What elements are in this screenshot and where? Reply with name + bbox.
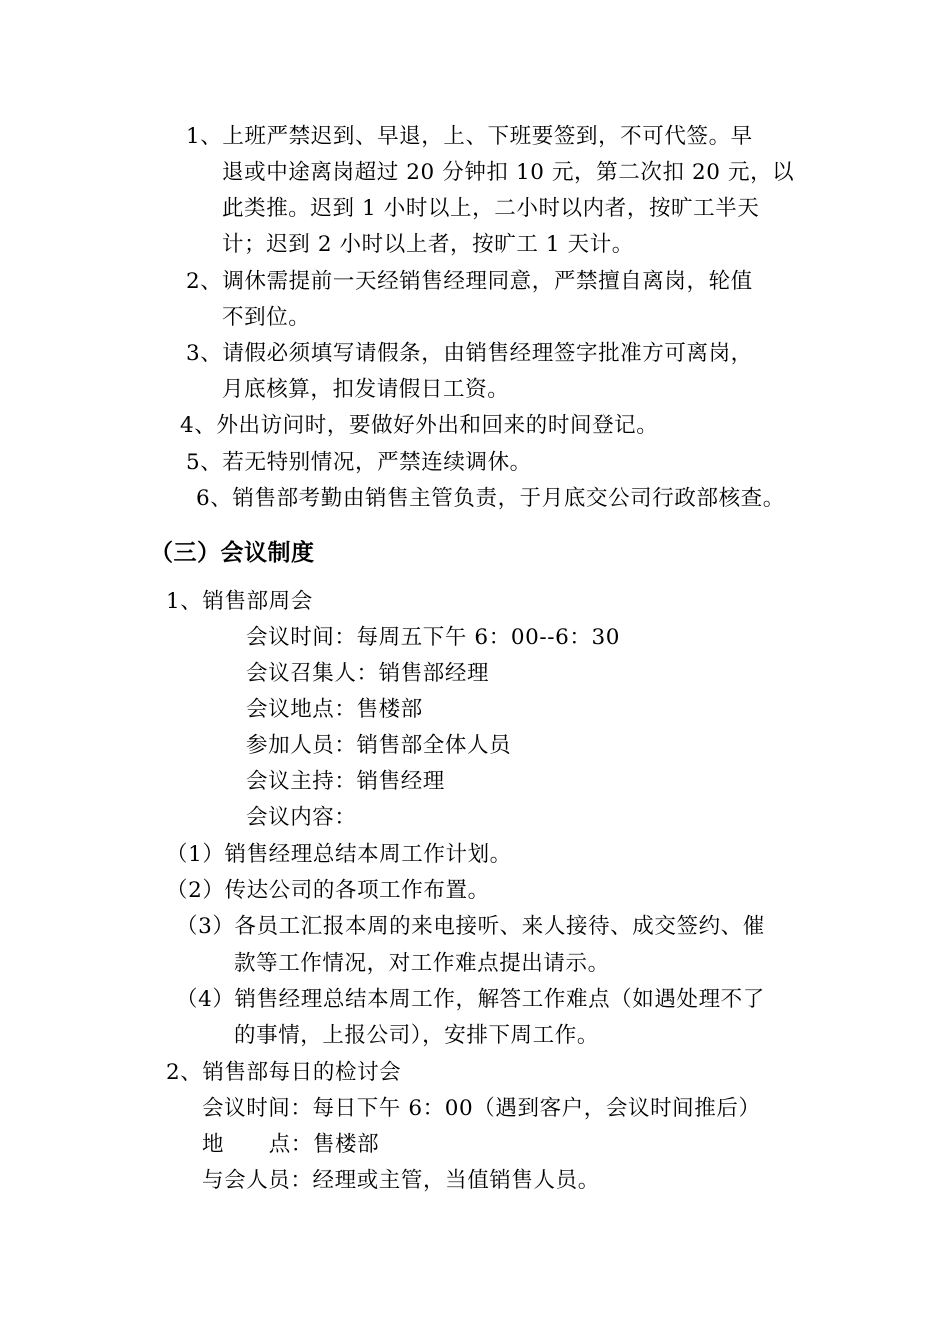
rule-5: 5、若无特别情况，严禁连续调休。 <box>186 450 532 475</box>
weekly-meeting-title: 1、销售部周会 <box>166 589 313 614</box>
weekly-meeting-host: 会议主持：销售经理 <box>246 769 445 794</box>
daily-meeting-title: 2、销售部每日的检讨会 <box>166 1060 402 1085</box>
weekly-meeting-time: 会议时间：每周五下午 6：00--6：30 <box>246 625 621 650</box>
weekly-content-4-line-2: 的事情，上报公司），安排下周工作。 <box>234 1023 599 1048</box>
weekly-content-2: （2）传达公司的各项工作布置。 <box>166 878 490 903</box>
weekly-content-3-line-2: 款等工作情况，对工作难点提出请示。 <box>234 951 610 976</box>
daily-meeting-attendees: 与会人员：经理或主管，当值销售人员。 <box>202 1168 600 1193</box>
daily-meeting-location: 地 点：售楼部 <box>202 1132 380 1157</box>
daily-meeting-time: 会议时间：每日下午 6：00（遇到客户，会议时间推后） <box>202 1096 761 1121</box>
rule-2-line-2: 不到位。 <box>222 305 311 330</box>
rule-4: 4、外出访问时，要做好外出和回来的时间登记。 <box>180 413 659 438</box>
weekly-content-3-line-1: （3）各员工汇报本周的来电接听、来人接待、成交签约、催 <box>176 914 765 939</box>
weekly-content-4-line-1: （4）销售经理总结本周工作，解答工作难点（如遇处理不了 <box>176 987 765 1012</box>
rule-1-line-4: 计；迟到 2 小时以上者，按旷工 1 天计。 <box>222 232 634 257</box>
section-heading: （三）会议制度 <box>150 540 315 566</box>
rule-3-line-2: 月底核算，扣发请假日工资。 <box>222 377 510 402</box>
rule-1-line-1: 1、上班严禁迟到、早退，上、下班要签到，不可代签。早 <box>186 124 753 149</box>
weekly-meeting-convener: 会议召集人：销售部经理 <box>246 661 490 686</box>
weekly-content-1: （1）销售经理总结本周工作计划。 <box>166 842 512 867</box>
weekly-meeting-content-label: 会议内容： <box>246 805 357 830</box>
rule-2-line-1: 2、调休需提前一天经销售经理同意，严禁擅自离岗，轮值 <box>186 269 753 294</box>
rule-1-line-2: 退或中途离岗超过 20 分钟扣 10 元，第二次扣 20 元，以 <box>222 160 795 185</box>
rule-6: 6、销售部考勤由销售主管负责，于月底交公司行政部核查。 <box>196 486 785 511</box>
rule-3-line-1: 3、请假必须填写请假条，由销售经理签字批准方可离岗， <box>186 341 753 366</box>
rule-1-line-3: 此类推。迟到 1 小时以上，二小时以内者，按旷工半天 <box>222 196 760 221</box>
weekly-meeting-location: 会议地点：售楼部 <box>246 697 423 722</box>
weekly-meeting-attendees: 参加人员：销售部全体人员 <box>246 733 512 758</box>
